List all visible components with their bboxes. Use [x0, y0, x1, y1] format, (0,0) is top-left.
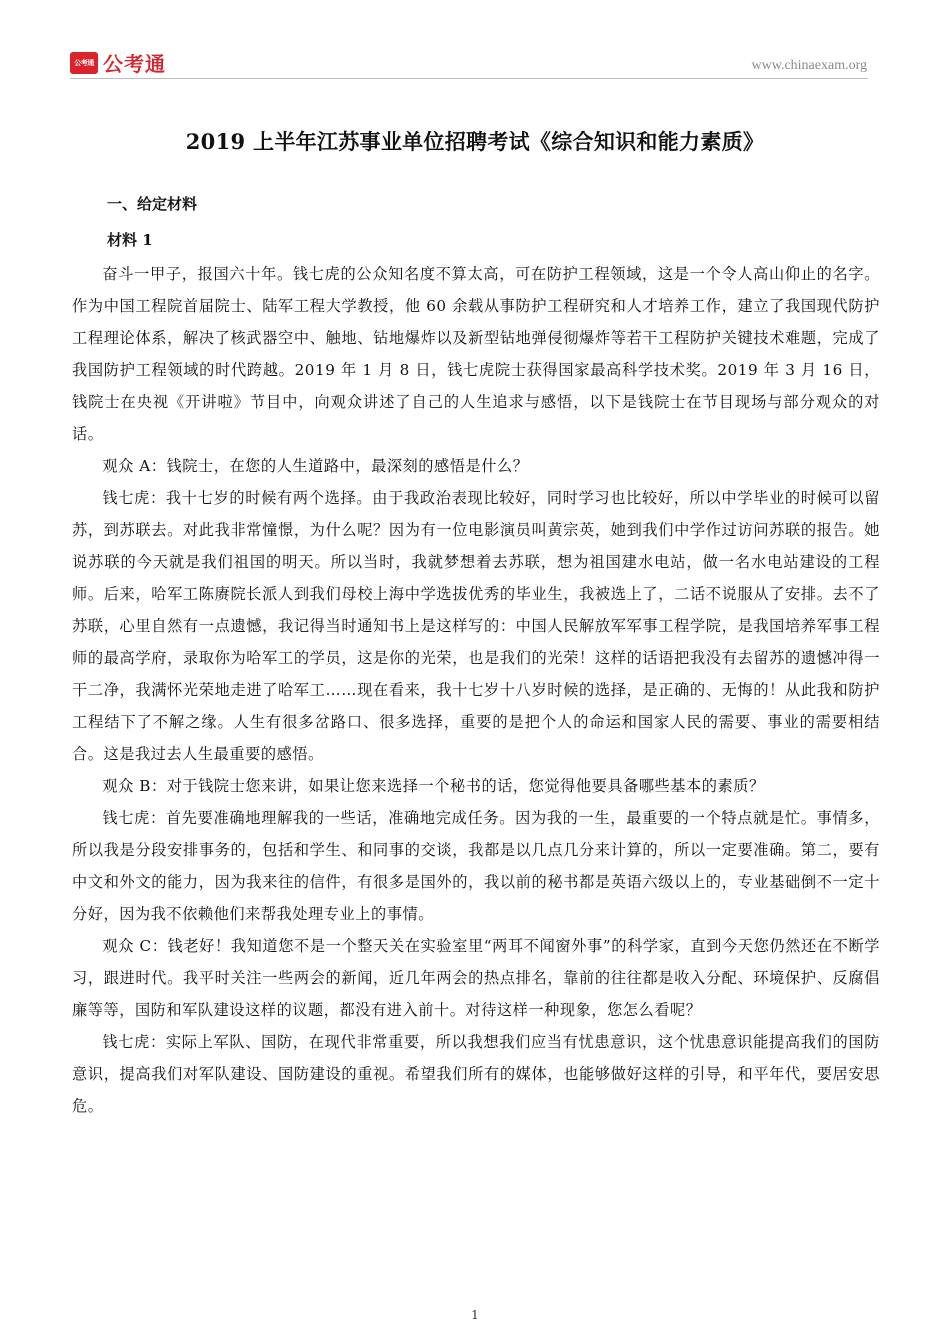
document-body: [72, 186, 880, 1122]
paragraph-intro: 奋斗一甲子，报国六十年。钱七虎的公众知名度不算太高，可在防护工程领域，这是一个令人高山仰止的名字。作为中国工程院首届院士、陆军工程大学教授，他 60 余载从事防护工程研究和人才培养工作，建立了我国现代防护工程理论体系，解决了核武器空中、触地、钻地爆炸以及新型钻地弹侵彻爆炸等若干工程防护关键技术难题，完成了我国防护工程领域的时代跨越。2019 年 1 月 8 日，钱七虎院士获得国家最高科学技术奖。2019 年 3 月 16 日，钱院士在央视《开讲啦》节目中，向观众讲述了自己的人生追求与感悟，以下是钱院士在节目现场与部分观众的对话。: [72, 265, 880, 443]
paragraph-answer-a: 钱七虎：我十七岁的时候有两个选择。由于我政治表现比较好，同时学习也比较好，所以中学毕业的时候可以留苏，到苏联去。对此我非常憧憬，为什么呢？因为有一位电影演员叫黄宗英，她到我们中学作过访问苏联的报告。她说苏联的今天就是我们祖国的明天。所以当时，我就梦想着去苏联，想为祖国建水电站，做一名水电站建设的工程师。后来，哈军工陈赓院长派人到我们母校上海中学选拔优秀的毕业生，我被选上了，二话不说服从了安排。去不了苏联，心里自然有一点遗憾，我记得当时通知书上是这样写的：中国人民解放军军事工程学院，是我国培养军事工程师的最高学府，录取你为哈军工的学员，这是你的光荣，也是我们的光荣！这样的话语把我没有去留苏的遗憾冲得一干二净，我满怀光荣地走进了哈军工……现在看来，我十七岁十八岁时候的选择，是正确的、无悔的！从此我和防护工程结下了不解之缘。人生有很多岔路口、很多选择，重要的是把个人的命运和国家人民的需要、事业的需要相结合。这是我过去人生最重要的感悟。: [72, 489, 880, 763]
paragraph-answer-c: 钱七虎：实际上军队、国防，在现代非常重要，所以我想我们应当有忧患意识，这个忧患意识能提高我们的国防意识，提高我们对军队建设、国防建设的重视。希望我们所有的媒体，也能够做好这样的引导，和平年代，要居安思危。: [72, 1033, 880, 1115]
paragraph-question-a: 观众 A：钱院士，在您的人生道路中，最深刻的感悟是什么？: [102, 457, 529, 475]
header-divider: [70, 78, 868, 79]
paragraph-question-c: 观众 C：钱老好！我知道您不是一个整天关在实验室里“两耳不闻窗外事”的科学家，直到今天您仍然还在不断学习，跟进时代。我平时关注一些两会的新闻，近几年两会的热点排名，靠前的往往都是收入分配、环境保护、反腐倡廉等等，国防和军队建设这样的议题，都没有进入前十。对待这样一种现象，您怎么看呢？: [72, 937, 880, 1019]
site-url: www.chinaexam.org: [751, 58, 867, 73]
logo: [70, 48, 166, 77]
logo-text: 公考通: [103, 52, 166, 76]
page-header: [0, 0, 950, 80]
document-title: 2019 上半年江苏事业单位招聘考试《综合知识和能力素质》: [185, 129, 765, 154]
paragraph-answer-b: 钱七虎：首先要准确地理解我的一些话，准确地完成任务。因为我的一生，最重要的一个特点就是忙。事情多，所以我是分段安排事务的，包括和学生、和同事的交谈，我都是以几点几分来计算的，所以一定要准确。第二，要有中文和外文的能力，因为我来往的信件，有很多是国外的，我以前的秘书都是英语六级以上的，专业基础倒不一定十分好，因为我不依赖他们来帮我处理专业上的事情。: [72, 809, 880, 923]
paragraph-question-b: 观众 B：对于钱院士您来讲，如果让您来选择一个秘书的话，您觉得他要具备哪些基本的素质？: [102, 777, 765, 795]
section-heading: 一、给定材料: [107, 195, 198, 213]
page-number: 1: [471, 1308, 479, 1322]
logo-badge: 公考通: [70, 52, 98, 74]
material-heading: 材料 1: [107, 231, 153, 249]
